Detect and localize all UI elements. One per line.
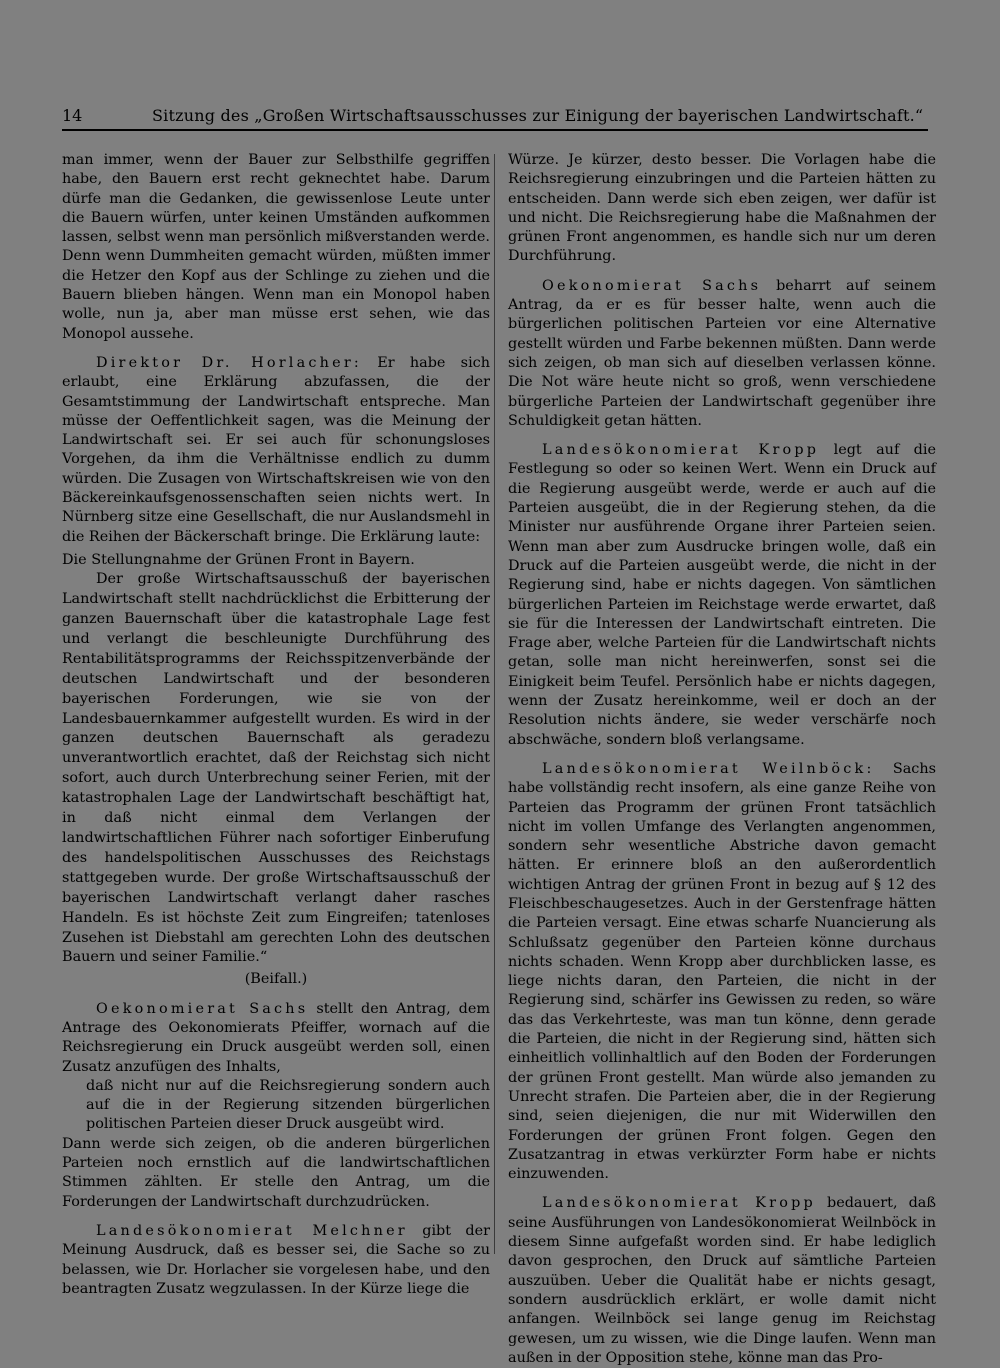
speech-text: legt auf die Festlegung so oder so keinen Wert. Wenn ein Druck auf die Regierung ausgeübt werde, werde er auch auf die Parteien ausgeübt, die in der Regierung stehen, da die Minister nur ausführende Organe ihrer Parteien seien. Wenn man aber zum Ausdrucke bringen wolle, daß ein Druck auf die Parteien ausgeübt werde, die nicht in der Regierung sind, habe er nichts dagegen. Von sämtlichen bürgerlichen Parteien im Reichstage werde erwartet, daß sie für die Interessen der Landwirtschaft eintreten. Die Frage aber, welche Parteien für die Landwirtschaft nichts getan, solle man nicht hereinwerfen, sonst sei die Einigkeit beim Teufel. Persönlich habe er nichts dagegen, wenn der Zusatz hereinkomme, weil er doch an der Resolution nichts ändere, sie weder verschärfe noch abschwäche, sondern bloß verlangsame. — [508, 442, 936, 748]
speaker-name: Oekonomierat Sachs — [96, 1000, 309, 1017]
quote-heading: Die Stellungnahme der Grünen Front in Bayern. — [62, 551, 415, 568]
header-rule — [62, 129, 928, 131]
paragraph — [62, 354, 490, 547]
paragraph — [62, 1000, 490, 1077]
running-title: Sitzung des „Großen Wirtschaftsausschusses zur Einigung der bayerischen Landwirtschaft.“ — [152, 106, 924, 125]
paragraph — [508, 760, 936, 1185]
paragraph — [508, 277, 936, 431]
speaker-name: Oekonomierat Sachs — [542, 277, 762, 294]
left-column — [62, 151, 490, 1299]
paragraph — [508, 1194, 936, 1368]
speaker-name: Landesökonomierat Kropp — [542, 1195, 816, 1212]
page-number: 14 — [62, 106, 83, 125]
page-header — [62, 106, 926, 128]
speaker-name: Landesökonomierat Melchner — [96, 1222, 408, 1239]
applause-note: (Beifall.) — [244, 971, 308, 988]
quoted-declaration: Der große Wirtschaftsausschuß der bayerischen Landwirtschaft stellt nachdrücklichst die Erbitterung der ganzen Bauernschaft über die katastrophale Lage fest und verlangt die beschleunigte Durchführung des Rentabilitätsprogramms der Reichsspitzenverbände der deutschen Landwirtschaft und der besonderen bayerischen Forderungen, wie sie von der Landesbauernkammer aufgestellt wurden. Es wird in der ganzen deutschen Bauernschaft als geradezu unverantwortlich erachtet, daß der Reichstag sich nicht sofort, auch durch Unterbrechung seiner Ferien, mit der katastrophalen Lage der Landwirtschaft beschäftigt hat, in daß nicht einmal dem Verlangen der landwirtschaftlichen Führer nach sofortiger Einberufung des handelspolitischen Ausschusses des Reichstags stattgegeben wurde. Der große Wirtschaftsausschuß der bayerischen Landwirtschaft verlangt daher rasches Handeln. Es ist höchste Zeit zum Eingreifen; tatenloses Zusehen ist Diebstahl am gerechten Lohn des deutschen Bauern und seiner Familie.“ — [62, 571, 490, 966]
speech-text: Er habe sich erlaubt, eine Erklärung abzufassen, die der Gesamtstimmung der Landwirtschaft entspreche. Man müsse der Oeffentlichkeit sagen, was die Meinung der Landwirtschaft sei. Er sei auch für schonungsloses Vorgehen, da ihm die Verhältnisse endlich zu dumm würden. Die Zusagen von Wirtschaftskreisen wie von den Bäckereinkaufsgenossenschaften seien nichts wert. In Nürnberg sitze eine Gesellschaft, die nur Auslandsmehl in die Reihen der Bäckerschaft bringe. Die Erklärung laute: — [62, 354, 490, 545]
speech-text: gibt der Meinung Ausdruck, daß es besser sei, die Sache so zu belassen, wie Dr. Horlacher sie vorgelesen habe, und den beantragten Zusatz wegzulassen. In der Kürze liege die — [62, 1222, 490, 1297]
speaker-name: Landesökonomierat Weilnböck: — [542, 760, 875, 777]
paragraph: man immer, wenn der Bauer zur Selbsthilfe gegriffen habe, den Bauern erst recht geknechtet habe. Darum dürfe man die Gedanken, die gewissenlose Leute unter die Bauern würfen, unter keinen Umständen aufkommen lassen, selbst wenn man persönlich mißverstanden werde. Denn wenn Dummheiten gemacht würden, müßten immer die Hetzer den Kopf aus der Schlinge zu ziehen und die Bauern blieben hängen. Wenn man ein Monopol haben wolle, nun ja, aber man müsse erst sehen, wie das Monopol aussehe. — [62, 152, 490, 342]
speech-text: bedauert, daß seine Ausführungen von Landesökonomierat Weilnböck in diesem Sinne aufgefaßt worden sind. Er habe lediglich davon gesprochen, den Druck auf sämtliche Parteien auszuüben. Ueber die Qualität habe er nichts gesagt, sondern ausdrücklich erklärt, er wolle damit nicht anfangen. Weilnböck sei lange genug im Reichstag gewesen, um zu wissen, wie die Dinge laufen. Wenn man außen in der Opposition stehe, könne man das Pro- — [508, 1195, 936, 1366]
speaker-name: Landesökonomierat Kropp — [542, 442, 820, 459]
paragraph: Dann werde sich zeigen, ob die anderen bürgerlichen Parteien noch ernstlich auf die landwirtschaftlichen Stimmen zählten. Er stelle den Antrag, um die Forderungen der Landwirtschaft durchzudrücken. — [62, 1135, 490, 1210]
paragraph — [62, 1222, 490, 1299]
speech-text: stellt den Antrag, dem Antrage des Oekonomierats Pfeiffer, wornach auf die Reichsregierung ein Druck ausgeübt werden soll, einen Zusatz anzufügen des Inhalts, — [62, 1000, 491, 1075]
column-divider — [494, 154, 495, 1254]
speaker-name: Direktor Dr. Horlacher: — [96, 354, 362, 371]
right-column — [508, 151, 936, 1368]
paragraph: Würze. Je kürzer, desto besser. Die Vorlagen habe die Reichsregierung einzubringen und die Parteien hätten zu entscheiden. Dann werde sich eben zeigen, wer dafür ist und nicht. Die Reichsregierung habe die Maßnahmen der grünen Front angenommen, es handle sich nur um deren Durchführung. — [508, 152, 936, 265]
motion-text: daß nicht nur auf die Reichsregierung sondern auch auf die in der Regierung sitzenden bürgerlichen politischen Parteien dieser Druck ausgeübt wird. — [86, 1077, 490, 1133]
speech-text: Sachs habe vollständig recht insofern, als eine ganze Reihe von Parteien das Programm der grünen Front tatsächlich nicht im vollen Umfange des Verlangten angenommen, sondern sehr wesentliche Abstriche davon gemacht hätten. Er erinnere bloß an den außerordentlich wichtigen Antrag der grünen Front in bezug auf § 12 des Fleischbeschaugesetzes. Auch in der Gerstenfrage hätten die Parteien versagt. Eine etwas scharfe Nuancierung als Schlußsatz gegenüber den Parteien könne durchaus nichts schaden. Wenn Kropp aber durchblicken lasse, es liege nichts daran, den Parteien, die nicht in der Regierung sind, schärfer ins Gewissen zu reden, so wäre das das Verkehrteste, was man tun könne, denn gerade die Parteien, die nicht in der Regierung sind, hätten sich einheitlich vollinhaltlich auf den Boden der Forderungen der grünen Front gestellt. Man würde also jemanden zu Unrecht strafen. Die Parteien aber, die in der Regierung sind, seien diejenigen, die nur mit Widerwillen den Forderungen der grünen Front folgen. Gegen den Zusatzantrag in etwas verkürzter Form habe er nichts einzuwenden. — [508, 760, 936, 1183]
paragraph — [508, 441, 936, 750]
speech-text: beharrt auf seinem Antrag, da er es für besser halte, wenn auch die bürgerlichen politischen Parteien vor eine Alternative gestellt würden und Farbe bekennen müßten. Dann werde sich zeigen, ob man sich auf dieselben verlassen könne. Die Not wäre heute nicht so groß, wenn verschiedene bürgerliche Parteien der Landwirtschaft gegenüber ihre Schuldigkeit getan hätten. — [508, 277, 936, 429]
